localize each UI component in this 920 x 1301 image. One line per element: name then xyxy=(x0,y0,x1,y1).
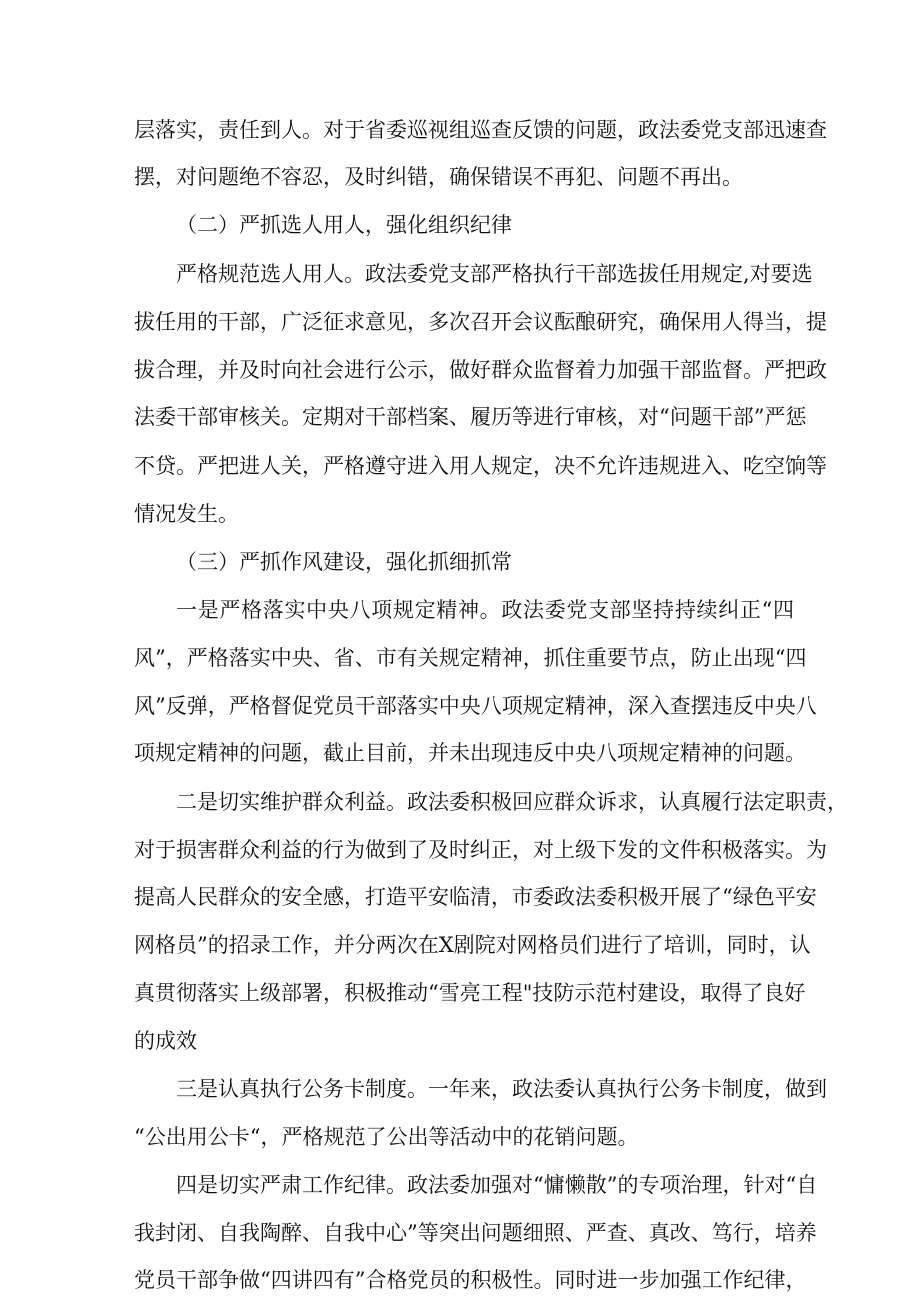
text-line: 风”，严格落实中央、省、市有关规定精神，抓住重要节点，防止出现“四 xyxy=(134,646,807,670)
section-heading-3: （三）严抓作风建设，强化抓细抓常 xyxy=(176,550,512,574)
text-line: 一是严格落实中央八项规定精神。政法委党支部坚持持续纠正“四 xyxy=(176,598,794,622)
text-line: 不贷。严把进人关，严格遵守进入用人规定，决不允许违规进入、吃空饷等 xyxy=(134,454,827,478)
text-line: 法委干部审核关。定期对干部档案、履历等进行审核，对“问题干部”严惩 xyxy=(134,405,807,429)
text-line: 党员干部争做“四讲四有”合格党员的积极性。同时进一步加强工作纪律， xyxy=(134,1268,807,1292)
text-line: 网格员”的招录工作，并分两次在X剧院对网格员们进行了培训，同时，认 xyxy=(134,933,811,957)
text-line: 项规定精神的问题，截止目前，并未出现违反中央八项规定精神的问题。 xyxy=(134,741,806,765)
text-line: 提高人民群众的安全感，打造平安临清，市委政法委积极开展了“绿色平安 xyxy=(134,885,817,909)
text-line: 三是认真执行公务卡制度。一年来，政法委认真执行公务卡制度，做到 xyxy=(176,1077,827,1101)
text-line: 风”反弹，严格督促党员干部落实中央八项规定精神，深入查摆违反中央八 xyxy=(134,694,817,718)
text-line: 四是切实严肃工作纪律。政法委加强对“慵懒散”的专项治理，针对“自 xyxy=(176,1173,818,1197)
text-line: 对于损害群众利益的行为做到了及时纠正，对上级下发的文件积极落实。为 xyxy=(134,838,827,862)
text-line: 摆，对问题绝不容忍，及时纠错，确保错误不再犯、问题不再出。 xyxy=(134,165,743,189)
text-line: 拔合理，并及时向社会进行公示，做好群众监督着力加强干部监督。严把政 xyxy=(134,358,827,382)
text-line: 我封闭、自我陶醉、自我中心”等突出问题细照、严查、真改、笃行，培养 xyxy=(134,1221,817,1245)
text-line: 情况发生。 xyxy=(134,502,239,526)
text-line: 严格规范选人用人。政法委党支部严格执行干部选拔任用规定,对要选 xyxy=(176,262,813,286)
section-heading-2: （二）严抓选人用人，强化组织纪律 xyxy=(176,213,512,237)
text-line: 拔任用的干部，广泛征求意见，多次召开会议酝酿研究，确保用人得当，提 xyxy=(134,310,827,334)
text-line: 的成效 xyxy=(134,1029,197,1053)
text-line: 层落实，责任到人。对于省委巡视组巡查反馈的问题，政法委党支部迅速查 xyxy=(134,118,827,142)
text-line: 真贯彻落实上级部署，积极推动“雪亮工程"技防示范村建设，取得了良好 xyxy=(134,981,806,1005)
text-line: 二是切实维护群众利益。政法委积极回应群众诉求，认真履行法定职责， xyxy=(176,790,848,814)
text-line: “公出用公卡“，严格规范了公出等活动中的花销问题。 xyxy=(134,1125,639,1149)
